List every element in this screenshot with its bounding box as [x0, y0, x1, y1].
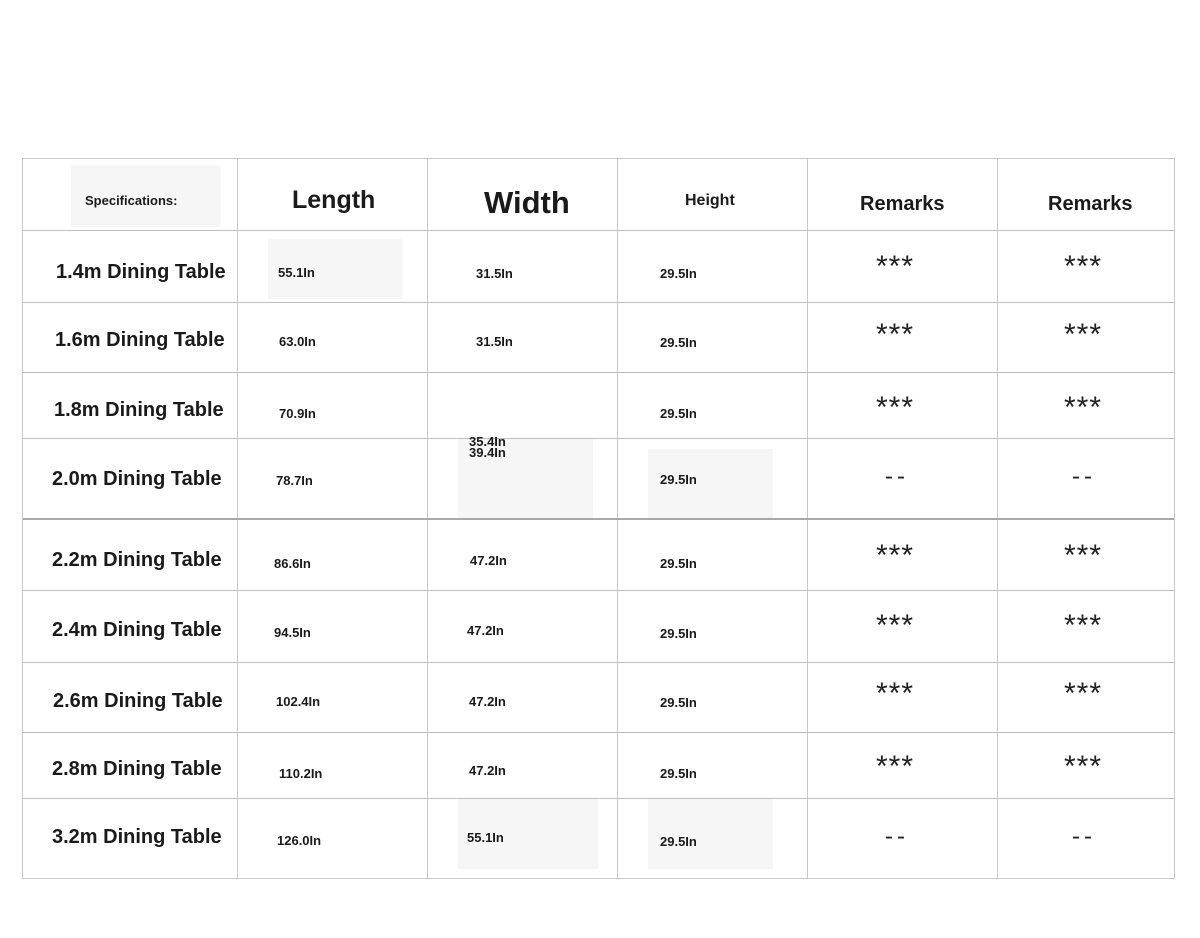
row-name: 2.6m Dining Table [53, 690, 223, 712]
header-width: Width [484, 185, 570, 220]
row-divider [23, 302, 1174, 303]
width-value: 47.2In [469, 694, 506, 709]
width-value: 31.5In [476, 334, 513, 349]
row-divider [23, 518, 1174, 520]
height-value: 29.5In [660, 556, 697, 571]
remarks-mark: *** [1064, 609, 1103, 642]
remarks-mark: *** [876, 539, 915, 572]
width-value: 47.2In [467, 623, 504, 638]
height-value: 29.5In [660, 472, 697, 487]
row-name: 1.4m Dining Table [56, 261, 226, 283]
height-value: 29.5In [660, 766, 697, 781]
remarks-dash: -- [885, 823, 909, 850]
remarks-mark: *** [876, 391, 915, 424]
header-specifications: Specifications: [85, 193, 178, 208]
row-name: 2.0m Dining Table [52, 468, 222, 490]
length-value: 126.0In [277, 833, 322, 848]
header-remarks: Remarks [1048, 193, 1133, 215]
remarks-mark: *** [1064, 539, 1103, 572]
height-value: 29.5In [660, 695, 697, 710]
length-value: 70.9In [279, 406, 316, 421]
length-value: 63.0In [279, 334, 316, 349]
spec-table [22, 158, 1175, 879]
remarks-mark: *** [1064, 750, 1103, 783]
row-divider [23, 662, 1174, 663]
remarks-mark: *** [1064, 677, 1103, 710]
width-value: 47.2In [470, 553, 507, 568]
remarks-mark: *** [1064, 250, 1103, 283]
height-value: 29.5In [660, 626, 697, 641]
length-value: 78.7In [276, 473, 313, 488]
remarks-mark: *** [876, 318, 915, 351]
header-remarks: Remarks [860, 193, 945, 215]
row-name: 3.2m Dining Table [52, 826, 222, 848]
remarks-mark: *** [876, 250, 915, 283]
row-divider [23, 590, 1174, 591]
row-name: 1.8m Dining Table [54, 399, 224, 421]
header-height: Height [685, 192, 735, 209]
width-value: 47.2In [469, 763, 506, 778]
row-name: 2.2m Dining Table [52, 549, 222, 571]
remarks-dash: -- [885, 463, 909, 490]
length-value: 102.4In [276, 694, 321, 709]
row-divider [23, 732, 1174, 733]
remarks-mark: *** [876, 677, 915, 710]
remarks-dash: -- [1072, 463, 1096, 490]
width-value: 39.4In [469, 445, 506, 460]
remarks-mark: *** [1064, 318, 1103, 351]
height-value: 29.5In [660, 266, 697, 281]
height-value: 29.5In [660, 335, 697, 350]
row-divider [23, 230, 1174, 231]
height-value: 29.5In [660, 834, 697, 849]
row-name: 2.8m Dining Table [52, 758, 222, 780]
row-divider [23, 798, 1174, 799]
remarks-mark: *** [876, 609, 915, 642]
header-length: Length [292, 186, 376, 214]
height-value: 29.5In [660, 406, 697, 421]
remarks-mark: *** [876, 750, 915, 783]
length-value: 94.5In [274, 625, 311, 640]
row-name: 1.6m Dining Table [55, 329, 225, 351]
width-value: 31.5In [476, 266, 513, 281]
length-value: 86.6In [274, 556, 311, 571]
remarks-mark: *** [1064, 391, 1103, 424]
row-name: 2.4m Dining Table [52, 619, 222, 641]
length-value: 55.1In [278, 265, 315, 280]
remarks-dash: -- [1072, 823, 1096, 850]
width-value: 35.4In [469, 434, 506, 449]
length-value: 110.2In [279, 766, 323, 781]
width-value: 55.1In [467, 830, 504, 845]
row-divider [23, 372, 1174, 373]
row-divider [23, 438, 1174, 439]
